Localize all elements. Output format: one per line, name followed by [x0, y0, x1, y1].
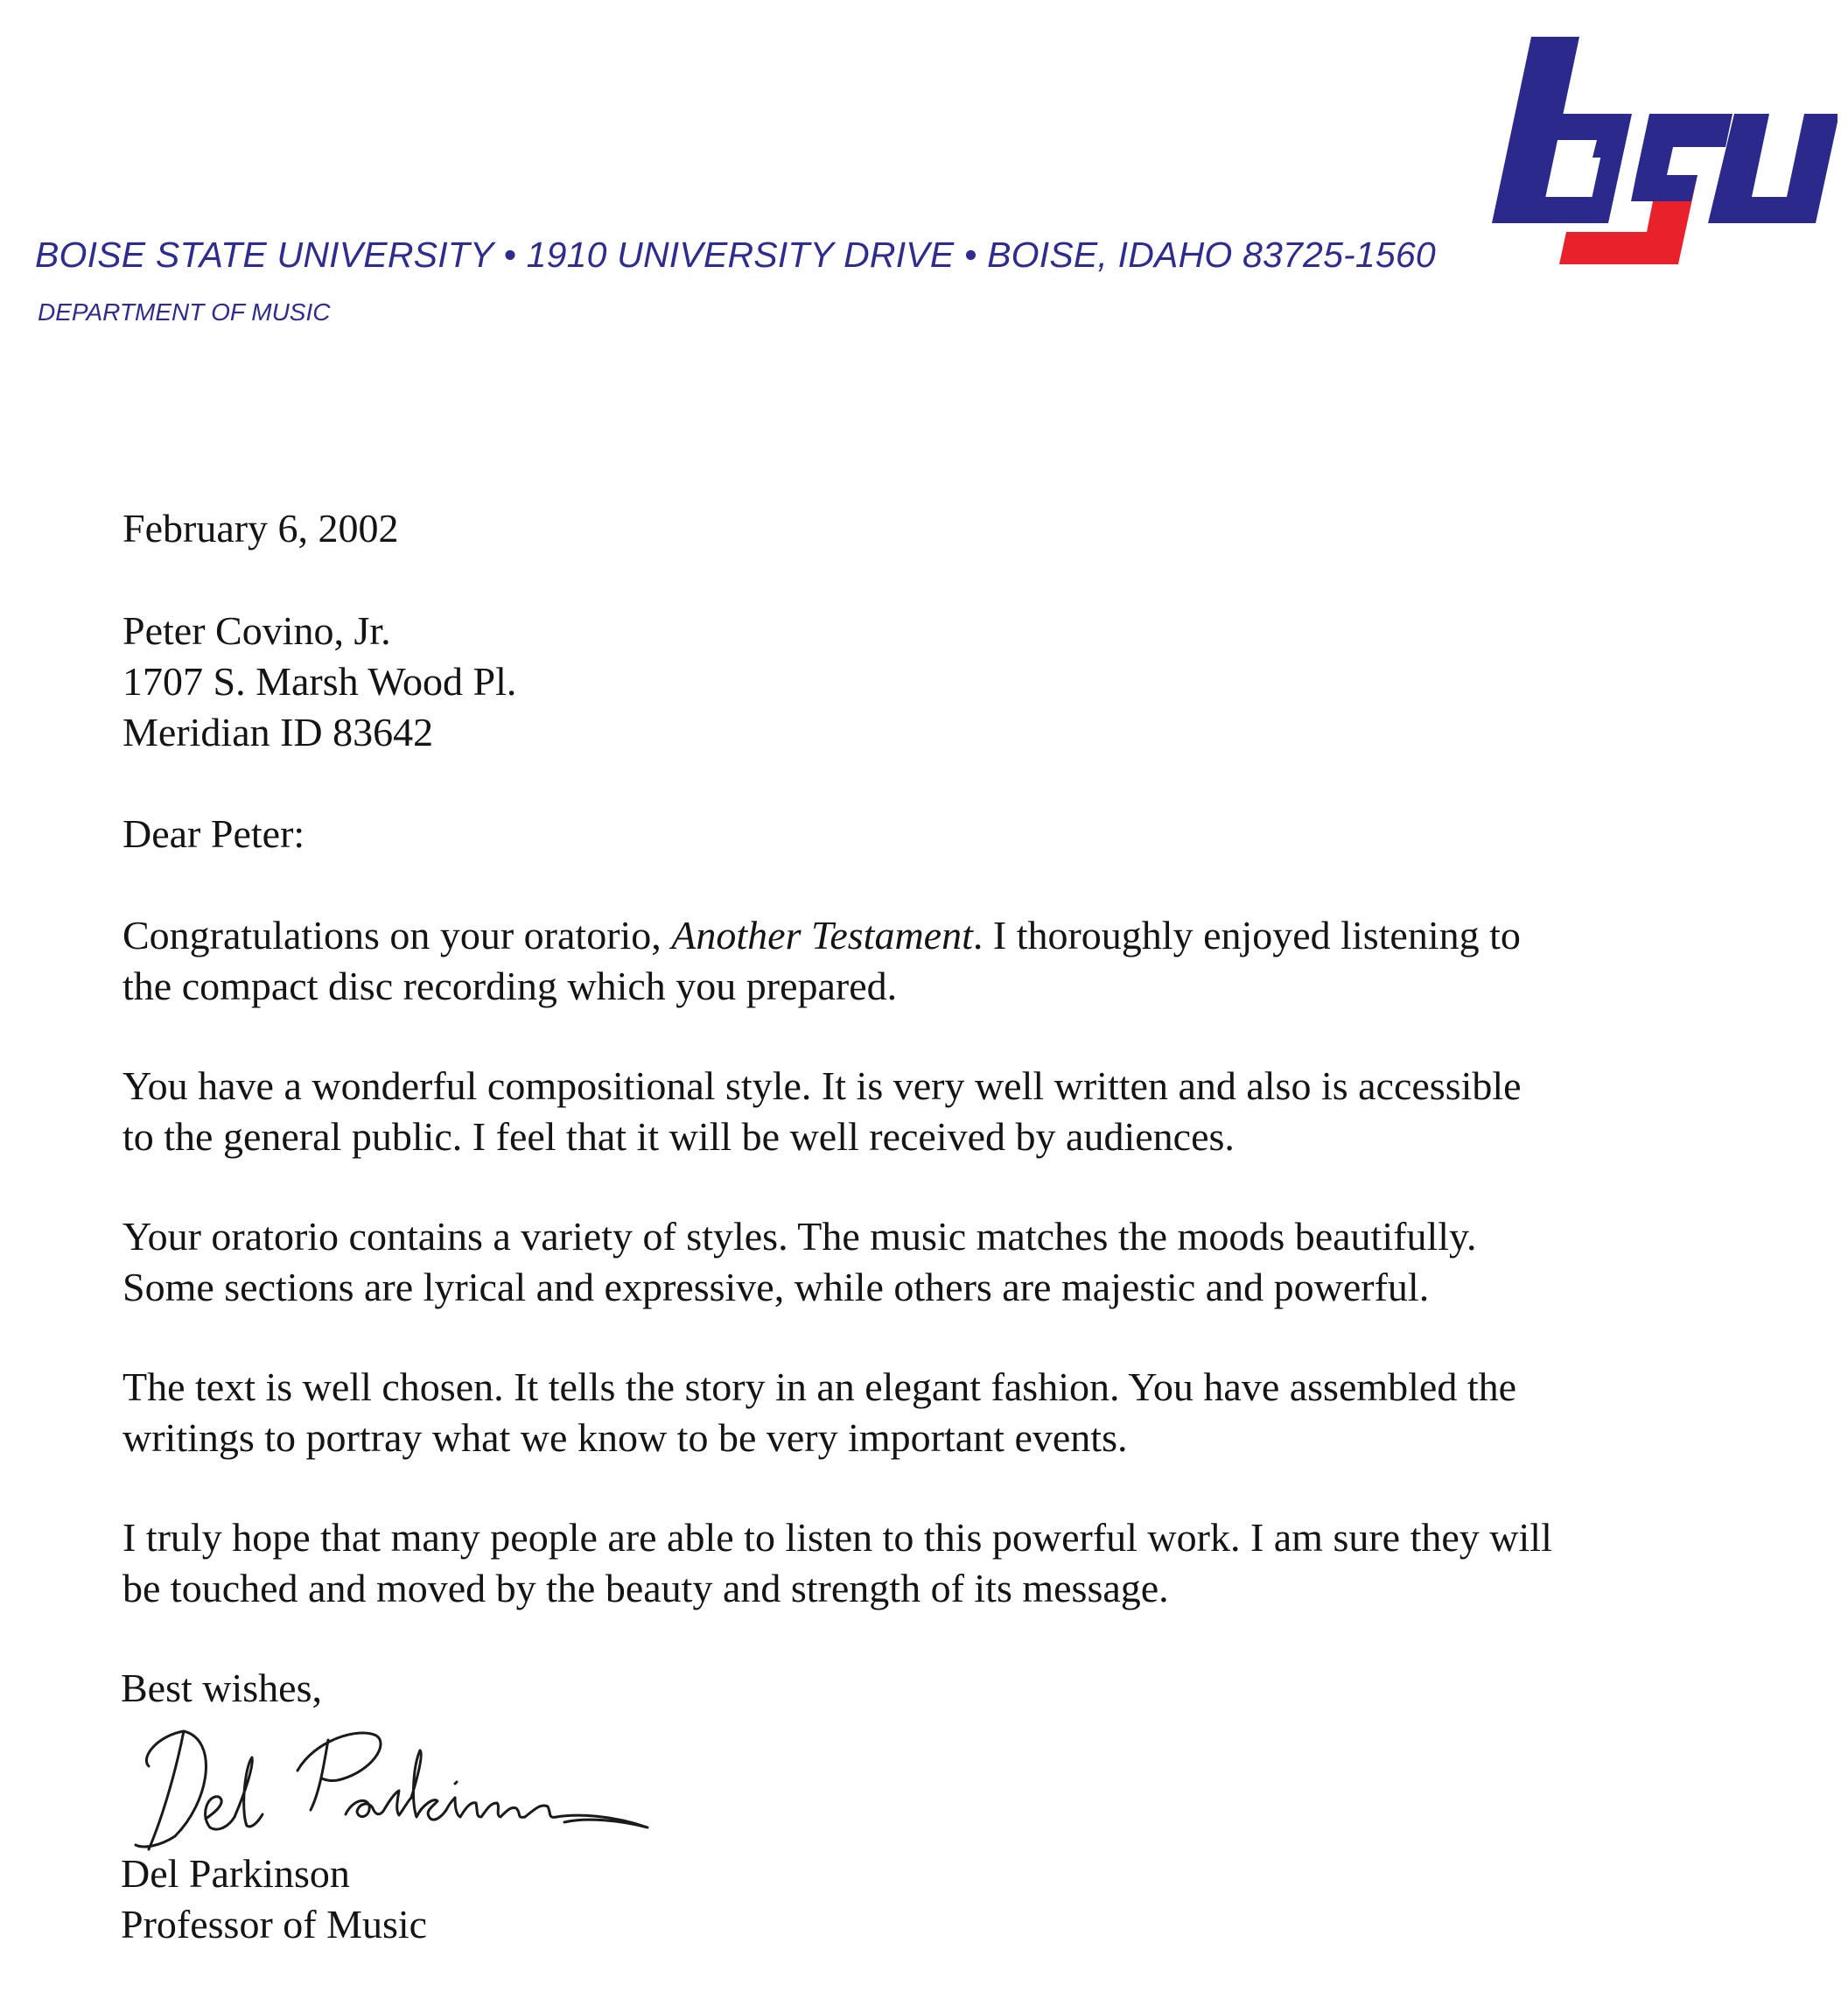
- closing: Best wishes,: [121, 1666, 322, 1710]
- paragraph-1-line-2: the compact disc recording which you prepared.: [122, 964, 898, 1008]
- paragraph-2-line-1: You have a wonderful compositional style. It is very well written and also is accessible: [122, 1063, 1522, 1108]
- bsu-logo: [1479, 35, 1838, 298]
- paragraph-4-line-2: writings to portray what we know to be very important events.: [122, 1415, 1128, 1460]
- paragraph-5-line-2: be touched and moved by the beauty and strength of its message.: [122, 1566, 1169, 1610]
- paragraph-5-line-1: I truly hope that many people are able to listen to this powerful work. I am sure they will: [122, 1515, 1552, 1560]
- handwritten-signature: [122, 1705, 700, 1862]
- paragraph-1-line-1: Congratulations on your oratorio, Another Testament. I thoroughly enjoyed listening to: [122, 913, 1521, 957]
- oratorio-title: Another Testament: [671, 913, 973, 957]
- paragraph-3-line-1: Your oratorio contains a variety of styles. The music matches the moods beautifully.: [122, 1214, 1477, 1259]
- letterhead-address: BOISE STATE UNIVERSITY • 1910 UNIVERSITY DRIVE • BOISE, IDAHO 83725-1560: [35, 235, 1436, 275]
- letter-date: February 6, 2002: [122, 506, 399, 551]
- recipient-name: Peter Covino, Jr.: [122, 608, 391, 653]
- paragraph-2-line-2: to the general public. I feel that it will be well received by audiences.: [122, 1114, 1235, 1159]
- recipient-street: 1707 S. Marsh Wood Pl.: [122, 659, 517, 704]
- paragraph-3-line-2: Some sections are lyrical and expressive, while others are majestic and powerful.: [122, 1265, 1430, 1309]
- salutation: Dear Peter:: [122, 811, 305, 856]
- recipient-city: Meridian ID 83642: [122, 710, 434, 754]
- signer-title: Professor of Music: [121, 1902, 428, 1946]
- paragraph-4-line-1: The text is well chosen. It tells the story in an elegant fashion. You have assembled the: [122, 1364, 1517, 1409]
- department-name: DEPARTMENT OF MUSIC: [38, 298, 331, 326]
- signer-name: Del Parkinson: [121, 1851, 350, 1896]
